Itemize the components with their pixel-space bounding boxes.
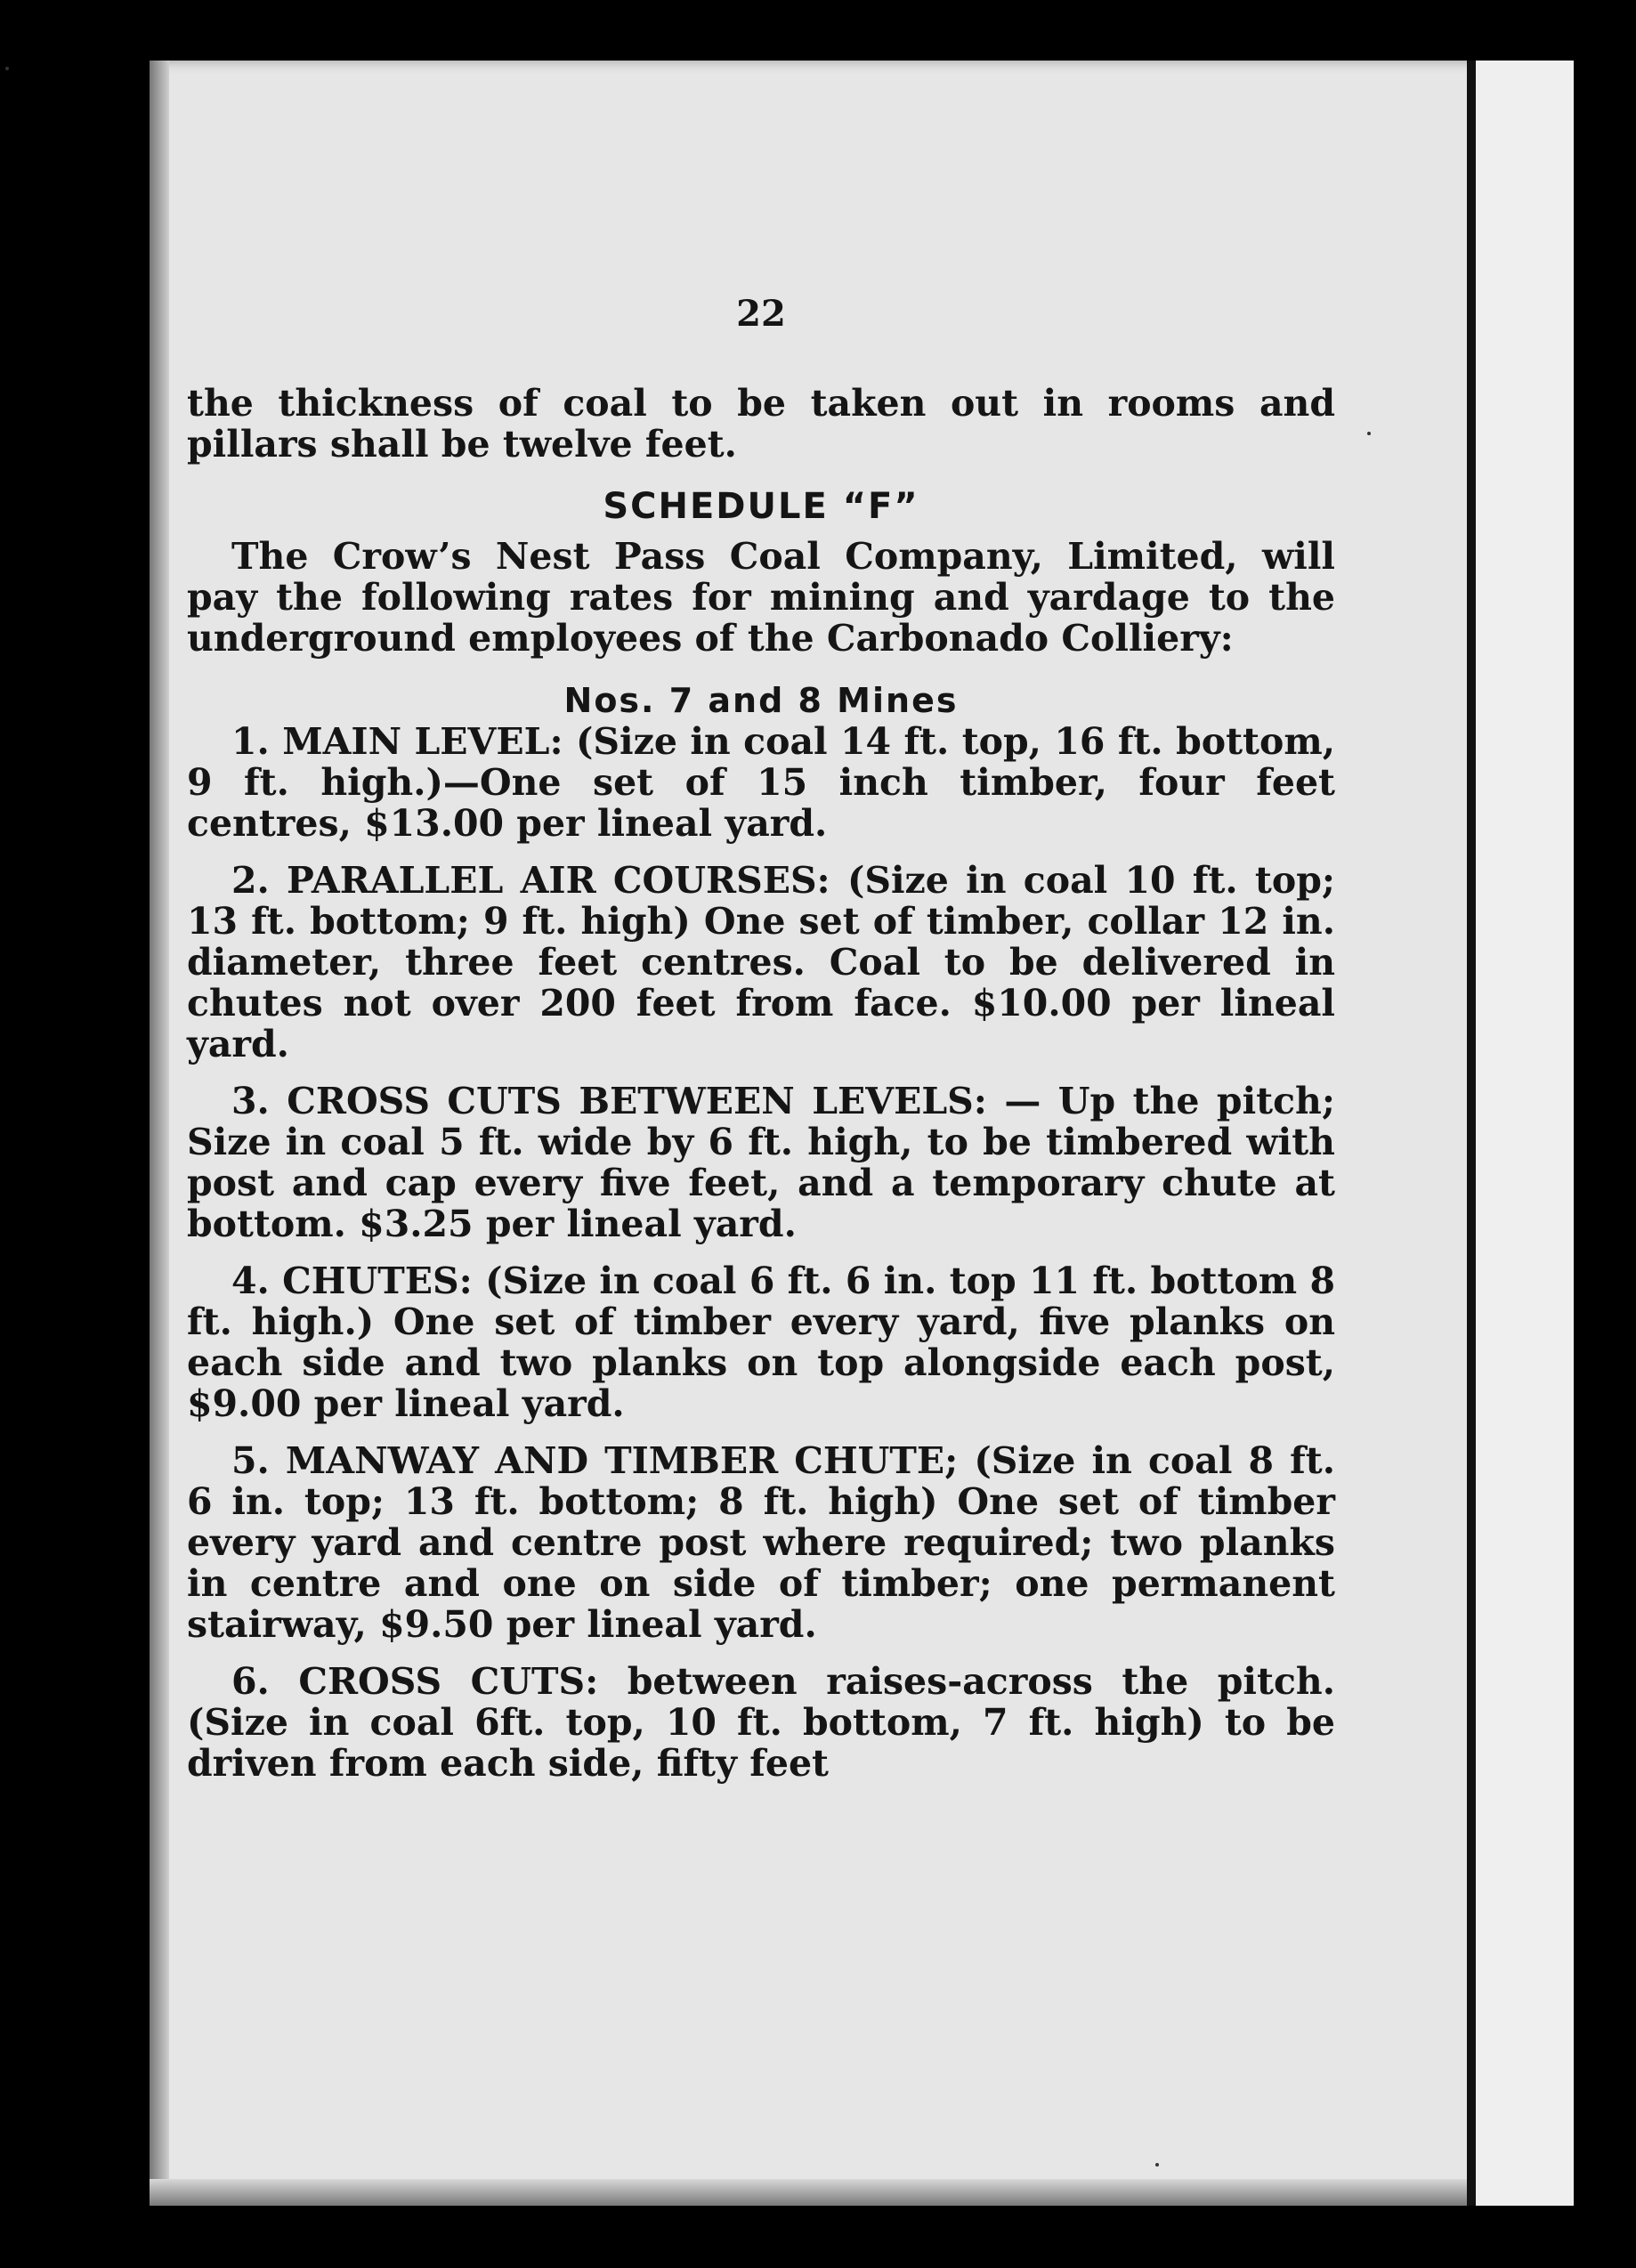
paragraph-intro: The Crow’s Nest Pass Coal Company, Limited, will pay the following rates for mining and yardage to the underground employees of the Carbonado Colliery: <box>187 535 1335 660</box>
paragraph-item-1: 1. MAIN LEVEL: (Size in coal 14 ft. top, 16 ft. bottom, 9 ft. high.)—One set of 15 inch timber, four feet centres, $13.00 per lineal yard. <box>187 720 1335 845</box>
schedule-heading: SCHEDULE “F” <box>603 486 919 527</box>
paragraph-item-2: 2. PARALLEL AIR COURSES: (Size in coal 10 ft. top; 13 ft. bottom; 9 ft. high) One set of timber, collar 12 in. diameter, three feet centres. Coal to be delivered in chutes not over 200 feet from face. $10.00 per lineal yard. <box>187 859 1335 1065</box>
book-spine <box>1467 61 1574 2206</box>
paragraph-item-4: 4. CHUTES: (Size in coal 6 ft. 6 in. top 11 ft. bottom 8 ft. high.) One set of timber every yard, five planks on each side and two planks on top alongside each post, $9.00 per lineal yard. <box>187 1260 1335 1425</box>
speck-mark <box>1367 432 1371 435</box>
page-left-edge <box>150 61 169 2206</box>
speck-mark <box>5 67 9 70</box>
speck-mark <box>1155 2163 1159 2167</box>
paragraph-item-3: 3. CROSS CUTS BETWEEN LEVELS: — Up the pitch; Size in coal 5 ft. wide by 6 ft. high, to be timbered with post and cap every five feet, and a temporary chute at bottom. $3.25 per lineal yard. <box>187 1080 1335 1245</box>
paragraph-item-5: 5. MANWAY AND TIMBER CHUTE; (Size in coal 8 ft. 6 in. top; 13 ft. bottom; 8 ft. high) One set of timber every yard and centre post where required; two planks in centre and one on side of timber; one permanent stairway, $9.50 per lineal yard. <box>187 1439 1335 1646</box>
page-number: 22 <box>736 293 786 335</box>
page-text <box>187 294 1335 1800</box>
paragraph-continuation: the thickness of coal to be taken out in rooms and pillars shall be twelve feet. <box>187 382 1335 466</box>
mines-subheading: Nos. 7 and 8 Mines <box>563 681 959 720</box>
page-bottom-edge <box>150 2179 1574 2206</box>
paragraph-item-6: 6. CROSS CUTS: between raises-across the pitch. (Size in coal 6ft. top, 10 ft. bottom, 7 ft. high) to be driven from each side, fifty feet <box>187 1660 1335 1785</box>
